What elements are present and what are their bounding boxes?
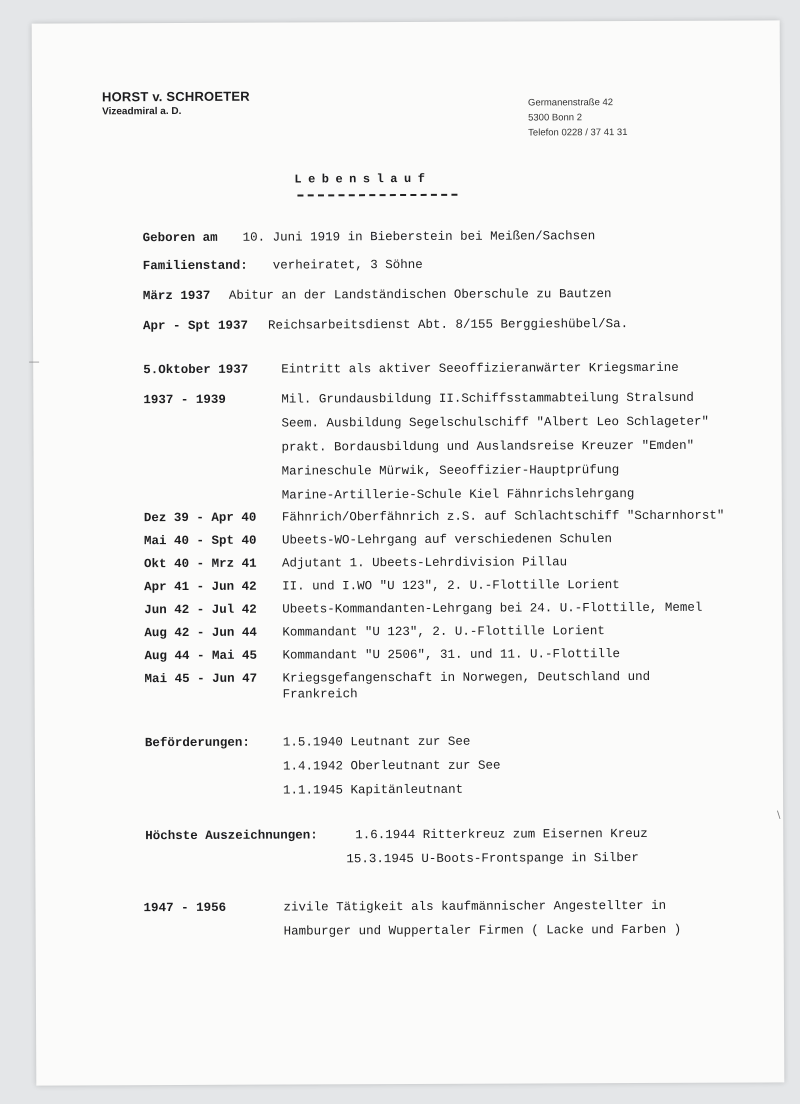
document-title: Lebenslauf — [294, 171, 432, 187]
career-text: Mil. Grundausbildung II.Schiffsstammabteilung Stralsund — [281, 390, 694, 407]
promotion-item: 1.4.1942 Oberleutnant zur See — [282, 758, 501, 774]
born-text: 10. Juni 1919 in Bieberstein bei Meißen/Sachsen — [242, 229, 596, 245]
career-date: Okt 40 - Mrz 41 — [144, 556, 257, 572]
address-street: Germanenstraße 42 — [528, 97, 614, 109]
career-text: Ubeets-Kommandanten-Lehrgang bei 24. U.-Flottille, Memel — [282, 600, 703, 617]
career-text: Kommandant "U 123", 2. U.-Flottille Lorient — [282, 624, 605, 640]
career-text: Frankreich — [282, 687, 358, 702]
career-text: II. und I.WO "U 123", 2. U.-Flottille Lorient — [282, 578, 620, 594]
rad-label: Apr - Spt 1937 — [142, 318, 249, 334]
career-date: Mai 45 - Jun 47 — [144, 671, 258, 687]
career-text: Kriegsgefangenschaft in Norwegen, Deutschland und — [282, 669, 651, 686]
fold-mark: ∖ — [775, 810, 782, 822]
career-text: Adjutant 1. Ubeets-Lehrdivision Pillau — [282, 555, 568, 571]
promotions-label: Beförderungen: — [144, 735, 250, 751]
career-date: 1937 - 1939 — [143, 392, 226, 408]
career-text: Seem. Ausbildung Segelschulschiff "Albert Leo Schlageter" — [281, 414, 710, 431]
document-page — [29, 20, 785, 1085]
letterhead-rank: Vizeadmiral a. D. — [102, 105, 182, 118]
award-item: 15.3.1945 U-Boots-Frontspange in Silber — [346, 850, 639, 867]
career-text: Marineschule Mürwik, Seeoffizier-Hauptprüfung — [281, 463, 620, 479]
abitur-label: März 1937 — [142, 288, 211, 304]
career-text: Marine-Artillerie-Schule Kiel Fähnrichslehrgang — [281, 487, 635, 503]
career-text: Kommandant "U 2506", 31. und 11. U.-Flottille — [282, 647, 621, 663]
fold-mark: — — [29, 356, 40, 368]
civil-text: zivile Tätigkeit als kaufmännischer Angestellter in — [283, 898, 667, 915]
career-date: Apr 41 - Jun 42 — [144, 579, 257, 595]
awards-label: Höchste Auszeichnungen: — [145, 828, 318, 844]
career-date: Dez 39 - Apr 40 — [143, 510, 257, 526]
title-underline — [297, 194, 457, 197]
born-label: Geboren am — [142, 230, 218, 246]
career-date: 5.Oktober 1937 — [143, 362, 249, 378]
career-date: Mai 40 - Spt 40 — [143, 533, 257, 549]
career-text: Ubeets-WO-Lehrgang auf verschiedenen Schulen — [281, 532, 613, 548]
address-phone: Telefon 0228 / 37 41 31 — [528, 127, 628, 139]
career-date: Aug 42 - Jun 44 — [144, 625, 257, 641]
career-text: prakt. Bordausbildung und Auslandsreise Kreuzer "Emden" — [281, 438, 695, 455]
career-text: Fähnrich/Oberfähnrich z.S. auf Schlachtschiff "Scharnhorst" — [281, 508, 725, 525]
letterhead-name: HORST v. SCHROETER — [101, 88, 250, 105]
career-date: Jun 42 - Jul 42 — [144, 602, 257, 618]
civil-text: Hamburger und Wuppertaler Firmen ( Lacke und Farben ) — [283, 922, 682, 939]
rad-text: Reichsarbeitsdienst Abt. 8/155 Berggieshübel/Sa. — [267, 317, 629, 333]
address-city: 5300 Bonn 2 — [528, 112, 583, 124]
abitur-text: Abitur an der Landständischen Oberschule zu Bautzen — [228, 287, 612, 303]
family-text: verheiratet, 3 Söhne — [272, 257, 423, 273]
civil-date: 1947 - 1956 — [143, 900, 227, 916]
promotion-item: 1.1.1945 Kapitänleutnant — [283, 782, 464, 798]
family-label: Familienstand: — [142, 258, 248, 274]
career-date: Aug 44 - Mai 45 — [144, 648, 258, 664]
promotion-item: 1.5.1940 Leutnant zur See — [282, 734, 471, 750]
career-text: Eintritt als aktiver Seeoffizieranwärter Kriegsmarine — [281, 360, 679, 377]
letterhead-address — [528, 95, 628, 140]
award-item: 1.6.1944 Ritterkreuz zum Eisernen Kreuz — [355, 826, 648, 843]
